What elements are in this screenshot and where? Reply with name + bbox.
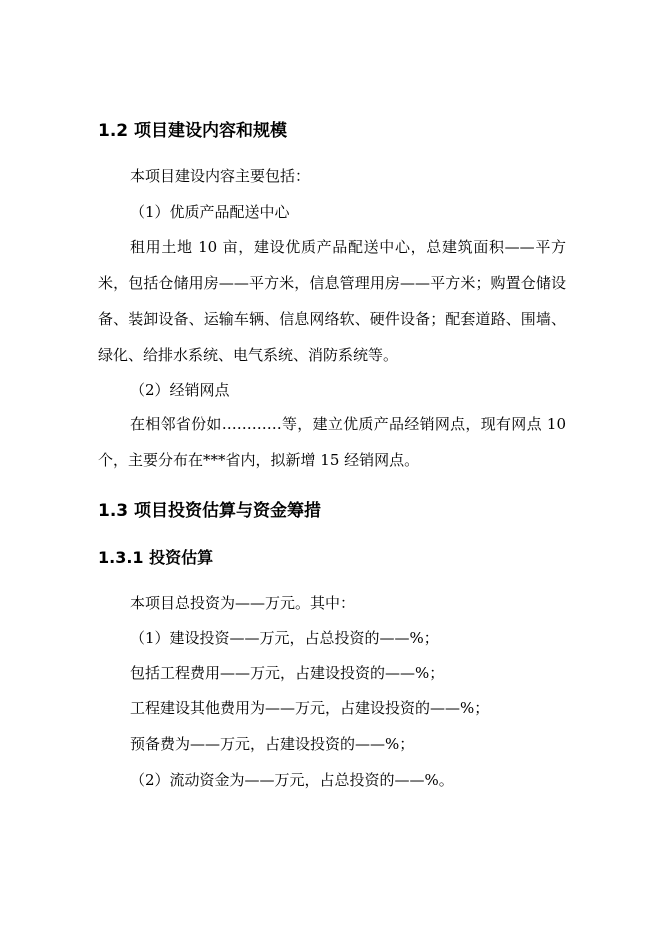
investment-line: 工程建设其他费用为——万元，占建设投资的——%；: [130, 699, 490, 717]
heading-1-3-1: 1.3.1 投资估算: [98, 548, 214, 567]
intro-paragraph: 本项目建设内容主要包括：: [130, 167, 311, 185]
item-1-title: （1）优质产品配送中心: [130, 203, 290, 221]
investment-line: （2）流动资金为——万元，占总投资的——%。: [130, 771, 454, 789]
investment-line: 包括工程费用——万元，占建设投资的——%；: [130, 664, 445, 682]
heading-1-2: 1.2 项目建设内容和规模: [98, 121, 288, 141]
investment-line: （1）建设投资——万元，占总投资的——%；: [130, 629, 439, 647]
investment-line: 本项目总投资为——万元。其中：: [130, 594, 356, 612]
heading-1-3: 1.3 项目投资估算与资金筹措: [98, 501, 322, 521]
item-2-title: （2）经销网点: [130, 381, 230, 399]
investment-line: 预备费为——万元，占建设投资的——%；: [130, 735, 415, 753]
item-2-body: 在相邻省份如…………等，建立优质产品经销网点，现有网点 10 个，主要分布在***省内，拟新增 15 经销网点。: [98, 415, 566, 469]
item-1-body: 租用土地 10 亩，建设优质产品配送中心，总建筑面积——平方米，包括仓储用房——平方米，信息管理用房——平方米；购置仓储设备、装卸设备、运输车辆、信息网络软、硬件设备；配套道路、围墙、绿化、给排水系统、电气系统、消防系统等。: [98, 238, 566, 364]
